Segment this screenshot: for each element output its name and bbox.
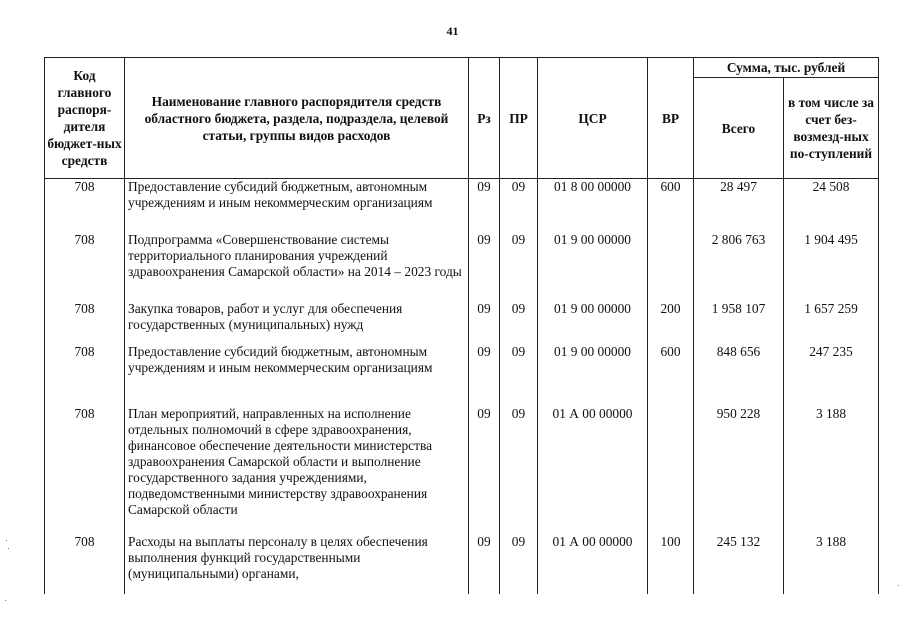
- table-row: [45, 232, 879, 300]
- cell-name: План мероприятий, направленных на исполнение отдельных полномочий в сфере здравоохранения, финансовое обеспечение деятельности министерства здравоохранения Самарской области и выполнение государственного задания учреждениями, подведомственными министерству здравоохранения Самарской области: [125, 402, 469, 528]
- table-body: [45, 179, 879, 595]
- header-csr: ЦСР: [538, 58, 648, 179]
- header-vr: ВР: [648, 58, 694, 179]
- cell-csr: 01 9 00 00000: [538, 300, 648, 340]
- cell-rz: 09: [469, 300, 500, 340]
- cell-code: 708: [45, 300, 125, 340]
- scan-speck: [5, 600, 6, 601]
- cell-name: Предоставление субсидий бюджетным, автономным учреждениям и иным некоммерческим организациям: [125, 179, 469, 233]
- header-pr: ПР: [500, 58, 538, 179]
- cell-vr: [648, 232, 694, 300]
- cell-total: 848 656: [694, 340, 784, 402]
- cell-vr: 600: [648, 179, 694, 233]
- scan-speck: [6, 540, 7, 541]
- cell-gratuitous: 247 235: [784, 340, 879, 402]
- cell-csr: 01 А 00 00000: [538, 528, 648, 594]
- table-header: [45, 58, 879, 179]
- cell-vr: 100: [648, 528, 694, 594]
- cell-name: Закупка товаров, работ и услуг для обеспечения государственных (муниципальных) нужд: [125, 300, 469, 340]
- cell-pr: 09: [500, 402, 538, 528]
- cell-csr: 01 9 00 00000: [538, 340, 648, 402]
- cell-total: 2 806 763: [694, 232, 784, 300]
- cell-pr: 09: [500, 300, 538, 340]
- table-row: [45, 340, 879, 402]
- cell-total: 28 497: [694, 179, 784, 233]
- cell-code: 708: [45, 340, 125, 402]
- table-row: [45, 179, 879, 233]
- cell-csr: 01 А 00 00000: [538, 402, 648, 528]
- header-name: Наименование главного распорядителя средств областного бюджета, раздела, подраздела, целевой статьи, группы видов расходов: [125, 58, 469, 179]
- cell-code: 708: [45, 402, 125, 528]
- cell-total: 1 958 107: [694, 300, 784, 340]
- cell-pr: 09: [500, 340, 538, 402]
- cell-rz: 09: [469, 340, 500, 402]
- cell-code: 708: [45, 528, 125, 594]
- cell-rz: 09: [469, 232, 500, 300]
- cell-vr: [648, 402, 694, 528]
- budget-table: [44, 57, 879, 594]
- cell-code: 708: [45, 179, 125, 233]
- cell-gratuitous: 3 188: [784, 402, 879, 528]
- header-gratuitous: в том числе за счет без-возмезд-ных по-ступлений: [784, 78, 879, 179]
- cell-gratuitous: 24 508: [784, 179, 879, 233]
- cell-csr: 01 8 00 00000: [538, 179, 648, 233]
- table-row: [45, 300, 879, 340]
- header-rz: Рз: [469, 58, 500, 179]
- cell-pr: 09: [500, 232, 538, 300]
- cell-vr: 600: [648, 340, 694, 402]
- cell-csr: 01 9 00 00000: [538, 232, 648, 300]
- cell-total: 950 228: [694, 402, 784, 528]
- cell-code: 708: [45, 232, 125, 300]
- cell-gratuitous: 1 657 259: [784, 300, 879, 340]
- cell-total: 245 132: [694, 528, 784, 594]
- cell-rz: 09: [469, 528, 500, 594]
- header-code: Код главного распоря-дителя бюджет-ных средств: [45, 58, 125, 179]
- table-row: [45, 528, 879, 594]
- table-row: [45, 402, 879, 528]
- cell-name: Предоставление субсидий бюджетным, автономным учреждениям и иным некоммерческим организациям: [125, 340, 469, 402]
- scan-speck: [898, 585, 899, 586]
- cell-name: Подпрограмма «Совершенствование системы территориального планирования учреждений здравоохранения Самарской области» на 2014 – 2023 годы: [125, 232, 469, 300]
- cell-gratuitous: 1 904 495: [784, 232, 879, 300]
- cell-vr: 200: [648, 300, 694, 340]
- cell-pr: 09: [500, 179, 538, 233]
- cell-name: Расходы на выплаты персоналу в целях обеспечения выполнения функций государственными (муниципальными) органами,: [125, 528, 469, 594]
- cell-rz: 09: [469, 402, 500, 528]
- header-total: Всего: [694, 78, 784, 179]
- cell-pr: 09: [500, 528, 538, 594]
- header-amount-group: Сумма, тыс. рублей: [694, 58, 879, 78]
- page-number: 41: [446, 24, 459, 38]
- cell-gratuitous: 3 188: [784, 528, 879, 594]
- cell-rz: 09: [469, 179, 500, 233]
- scan-speck: [8, 548, 9, 549]
